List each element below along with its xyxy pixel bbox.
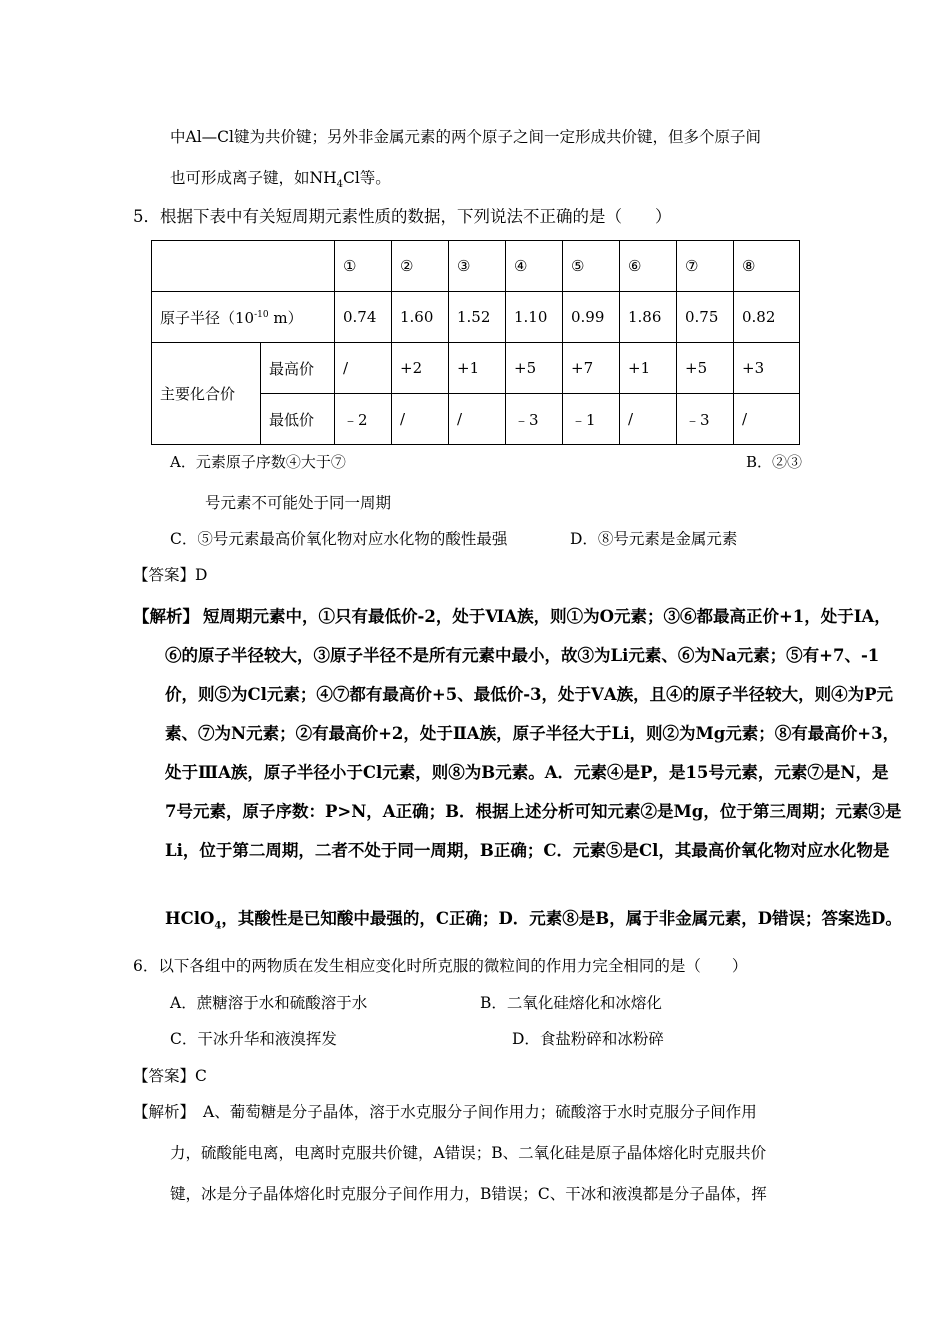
max-valence-cell: +7 <box>563 343 620 394</box>
q5-option-c: C．⑤号元素最高价氧化物对应水化物的酸性最强 <box>170 530 508 548</box>
q6-analysis-line-3: 键，冰是分子晶体熔化时克服分子间作用力，B错误；C、干冰和液溴都是分子晶体，挥 <box>170 1185 767 1203</box>
header-cell: ⑤ <box>563 241 620 292</box>
min-valence-cell: / <box>620 394 677 445</box>
radius-cell: 1.86 <box>620 292 677 343</box>
min-valence-label: 最低价 <box>261 394 335 445</box>
header-cell: ⑦ <box>677 241 734 292</box>
q5-answer: 【答案】D <box>133 566 208 584</box>
q6-analysis-line-1: A、葡萄糖是分子晶体，溶于水克服分子间作用力；硫酸溶于水时克服分子间作用 <box>203 1103 757 1121</box>
table-row-radius <box>152 292 800 343</box>
q5-option-a: A．元素原子序数④大于⑦ <box>170 453 346 471</box>
intro-line-1: 中Al—Cl键为共价键；另外非金属元素的两个原子之间一定形成共价键，但多个原子间 <box>170 128 761 146</box>
element-data-table <box>151 240 800 445</box>
radius-cell: 1.60 <box>392 292 449 343</box>
q5-analysis-line-1: 短周期元素中，①只有最低价-2，处于ⅥA族，则①为O元素；③⑥都最高正价+1，处于ⅠA， <box>203 607 891 626</box>
table-corner-cell <box>152 241 335 292</box>
q6-analysis-line-2: 力，硫酸能电离，电离时克服共价键，A错误；B、二氧化硅是原子晶体熔化时克服共价 <box>170 1144 767 1162</box>
header-cell: ② <box>392 241 449 292</box>
radius-cell: 0.75 <box>677 292 734 343</box>
radius-cell: 1.52 <box>449 292 506 343</box>
q5-option-b-tail: 号元素不可能处于同一周期 <box>205 494 392 512</box>
table-header-row <box>152 241 800 292</box>
q5-analysis-label: 【解析】 <box>133 607 199 626</box>
header-cell: ① <box>335 241 392 292</box>
q6-answer: 【答案】C <box>133 1067 207 1085</box>
max-valence-cell: +1 <box>449 343 506 394</box>
q5-analysis-line-7: Li，位于第二周期，二者不处于同一周期，B正确；C．元素⑤是Cl，其最高价氧化物对应水化物是 <box>165 841 890 860</box>
q5-option-d: D．⑧号元素是金属元素 <box>570 530 738 548</box>
max-valence-cell: +5 <box>506 343 563 394</box>
header-cell: ⑧ <box>734 241 800 292</box>
radius-cell: 1.10 <box>506 292 563 343</box>
q5-analysis-line-3: 价，则⑤为Cl元素；④⑦都有最高价+5、最低价-3，处于ⅤA族，且④的原子半径较大，则④为P元 <box>165 685 894 704</box>
max-valence-cell: +1 <box>620 343 677 394</box>
q5-stem: 5．根据下表中有关短周期元素性质的数据，下列说法不正确的是（ ） <box>133 207 672 226</box>
header-cell: ④ <box>506 241 563 292</box>
q6-option-b: B．二氧化硅熔化和冰熔化 <box>480 994 662 1012</box>
radius-cell: 0.99 <box>563 292 620 343</box>
min-valence-cell: ﹣2 <box>335 394 392 445</box>
min-valence-cell: ﹣3 <box>677 394 734 445</box>
q5-analysis-line-6: 7号元素，原子序数：P>N，A正确；B．根据上述分析可知元素②是Mg，位于第三周期；元素③是 <box>165 802 902 821</box>
q6-stem: 6．以下各组中的两物质在发生相应变化时所克服的微粒间的作用力完全相同的是（ ） <box>133 957 748 975</box>
q5-analysis-last-line: HClO$_4$，其酸性是已知酸中最强的，C正确；D．元素⑧是B，属于非金属元素，D错误；答案选D。 <box>165 909 902 932</box>
radius-label: 原子半径（$10^{-10}$ m） <box>152 292 335 343</box>
q6-option-c: C．干冰升华和液溴挥发 <box>170 1030 337 1048</box>
q5-analysis-line-2: ⑥的原子半径较大，③原子半径不是所有元素中最小，故③为Li元素、⑥为Na元素；⑤有+7、-1 <box>165 646 880 665</box>
table-row-max-valence <box>152 343 800 394</box>
max-valence-cell: / <box>335 343 392 394</box>
max-valence-label: 最高价 <box>261 343 335 394</box>
q5-option-b-head: B．②③ <box>746 453 803 471</box>
max-valence-cell: +3 <box>734 343 800 394</box>
radius-cell: 0.82 <box>734 292 800 343</box>
min-valence-cell: / <box>734 394 800 445</box>
min-valence-cell: / <box>449 394 506 445</box>
header-cell: ⑥ <box>620 241 677 292</box>
max-valence-cell: +5 <box>677 343 734 394</box>
min-valence-cell: ﹣3 <box>506 394 563 445</box>
valence-label: 主要化合价 <box>152 343 261 445</box>
radius-cell: 0.74 <box>335 292 392 343</box>
header-cell: ③ <box>449 241 506 292</box>
q6-option-d: D．食盐粉碎和冰粉碎 <box>512 1030 664 1048</box>
q5-analysis-line-5: 处于ⅢA族，原子半径小于Cl元素，则⑧为B元素。A．元素④是P，是15号元素，元素⑦是N，是 <box>165 763 889 782</box>
q5-analysis-line-4: 素、⑦为N元素；②有最高价+2，处于ⅡA族，原子半径大于Li，则②为Mg元素；⑧有最高价+3， <box>165 724 900 743</box>
q6-analysis-label: 【解析】 <box>133 1103 196 1121</box>
q6-option-a: A．蔗糖溶于水和硫酸溶于水 <box>170 994 368 1012</box>
intro-line-2: 也可形成离子键，如$NH_4Cl$等。 <box>170 169 391 191</box>
min-valence-cell: ﹣1 <box>563 394 620 445</box>
min-valence-cell: / <box>392 394 449 445</box>
max-valence-cell: +2 <box>392 343 449 394</box>
